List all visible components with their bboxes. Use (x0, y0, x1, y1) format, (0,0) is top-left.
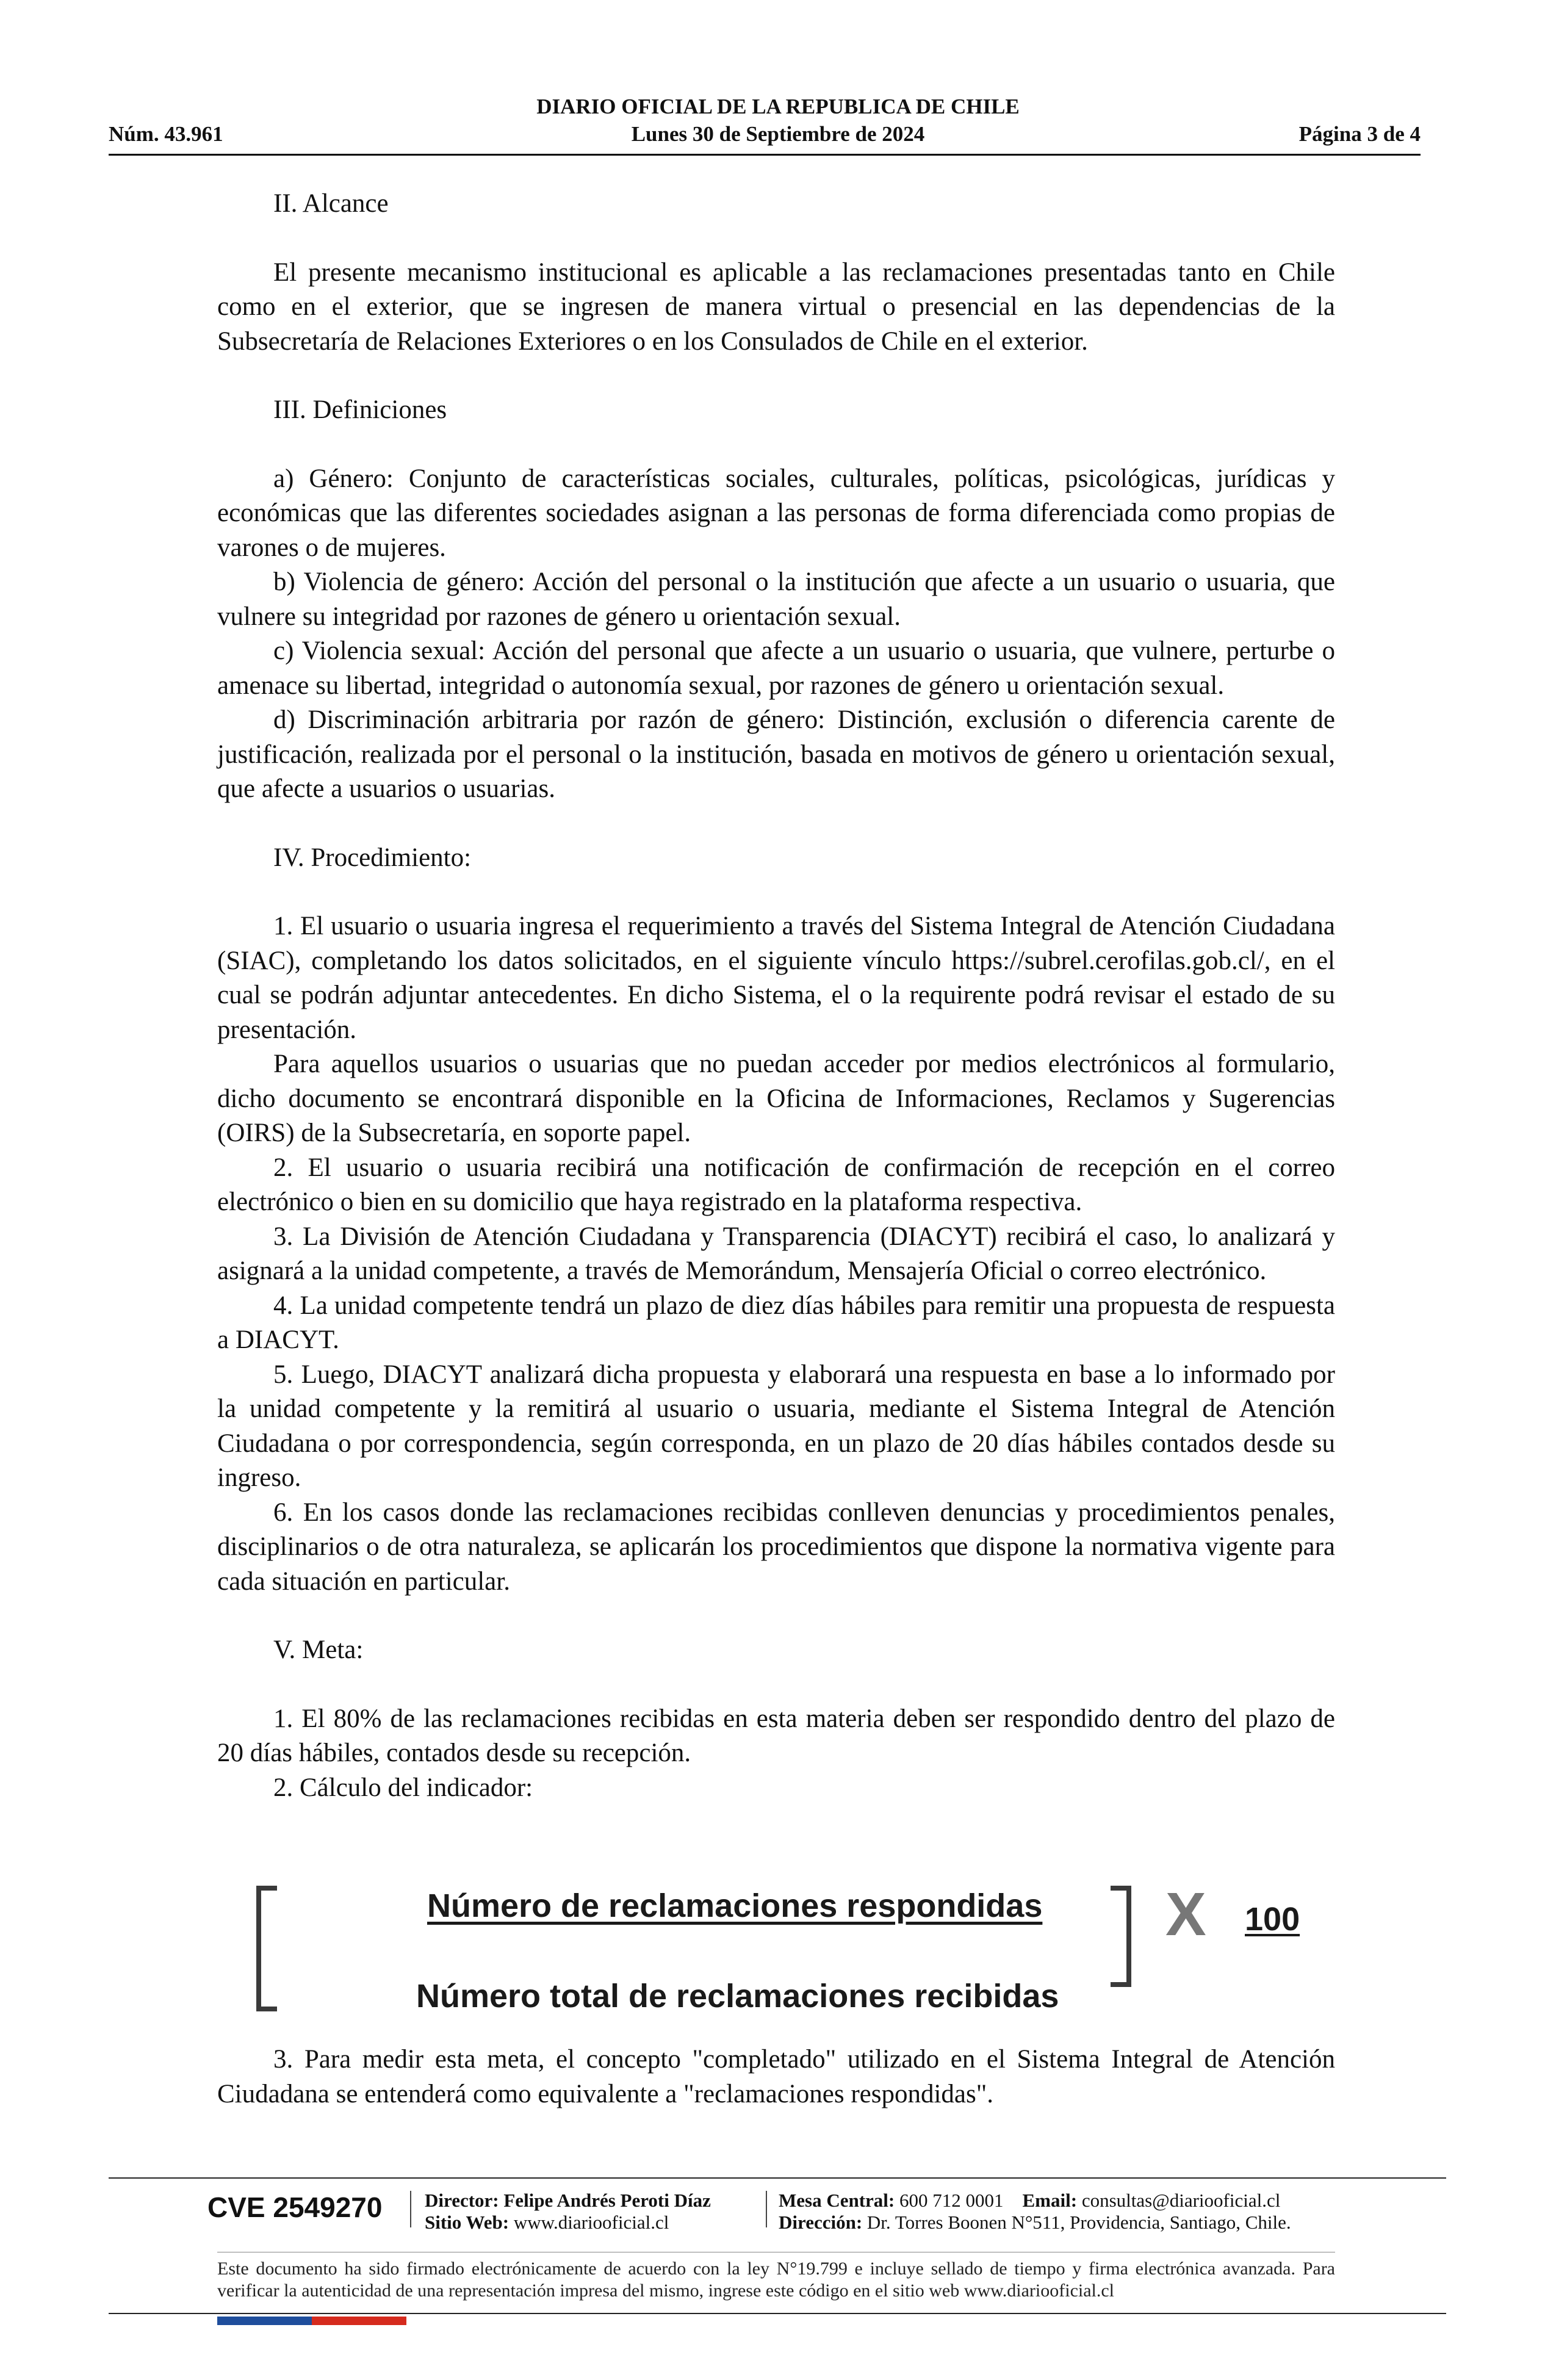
procedure-item: 6. En los casos donde las reclamaciones recibidas conlleven denuncias y procedimientos penales, disciplinarios o de otra naturaleza, se aplicarán los procedimientos que dispone la normativa vigente para cada situación en particular. (217, 1498, 1335, 1596)
issue-date: Lunes 30 de Septiembre de 2024 (631, 122, 925, 146)
signature-note: Este documento ha sido firmado electrónicamente de acuerdo con la ley N°19.799 e incluye sellado de tiempo y firma electrónica avanzada. Para verificar la autenticidad de una representación impresa del mismo, ingrese este código en el sitio web www.diariooficial.cl (217, 2259, 1335, 2301)
footer-separator (766, 2191, 767, 2227)
meta-closing: 3. Para medir esta meta, el concepto "completado" utilizado en el Sistema Integral de Atención Ciudadana se entenderá como equivalente a "reclamaciones respondidas". (217, 2045, 1335, 2108)
meta-item: 2. Cálculo del indicador: (273, 1773, 533, 1802)
email-label: Email: (1022, 2190, 1078, 2211)
section-heading-alcance: II. Alcance (273, 189, 389, 218)
cve-code: CVE 2549270 (207, 2191, 383, 2223)
director-name: Felipe Andrés Peroti Díaz (503, 2190, 711, 2211)
footer-separator (410, 2191, 411, 2227)
paragraph-alcance: El presente mecanismo institucional es aplicable a las reclamaciones presentadas tanto en Chile como en el exterior, que se ingresen de manera virtual o presencial en las dependencias de la Subsecretaría de Relaciones Exteriores o en los Consulados de Chile en el exterior. (217, 258, 1335, 356)
section-heading-definiciones: III. Definiciones (273, 395, 447, 424)
footer-director-block (425, 2190, 711, 2234)
mesa-phone: 600 712 0001 (899, 2190, 1004, 2211)
flag-stripe (217, 2317, 406, 2325)
section-heading-meta: V. Meta: (273, 1635, 364, 1664)
definition-item: c) Violencia sexual: Acción del personal que afecte a un usuario o usuaria, que vulnere, perturbe o amenace su libertad, integridad o autonomía sexual, por razones de género u orientación sexual. (217, 636, 1335, 700)
document-body-closing (217, 2043, 1335, 2111)
definition-item: d) Discriminación arbitraria por razón de género: Distinción, exclusión o diferencia carente de justificación, realizada por el personal o la institución, basada en motivos de género u orientación sexual, que afecte a usuarios o usuarias. (217, 705, 1335, 803)
procedure-item: Para aquellos usuarios o usuarias que no puedan acceder por medios electrónicos al formulario, dicho documento se encontrará disponible en la Oficina de Informaciones, Reclamos y Sugerencias (OIRS) de la Subsecretaría, en soporte papel. (217, 1050, 1335, 1147)
procedure-item: 3. La División de Atención Ciudadana y Transparencia (DIACYT) recibirá el caso, lo analizará y asignará a la unidad competente, a través de Memorándum, Mensajería Oficial o correo electrónico. (217, 1222, 1335, 1285)
definition-item: b) Violencia de género: Acción del personal o la institución que afecte a un usuario o usuaria, que vulnere su integridad por razones de género u orientación sexual. (217, 568, 1335, 631)
formula-numerator: Número de reclamaciones respondidas (427, 1888, 1043, 1924)
flag-stripe-blue (217, 2317, 312, 2325)
footer-divider-top (109, 2177, 1446, 2179)
footer-divider-bottom (109, 2313, 1446, 2314)
multiply-icon: X (1165, 1880, 1206, 1949)
procedure-item: 2. El usuario o usuaria recibirá una notificación de confirmación de recepción en el correo electrónico o bien en su domicilio que haya registrado en la plataforma respectiva. (217, 1153, 1335, 1216)
direccion-value: Dr. Torres Boonen N°511, Providencia, Santiago, Chile. (866, 2212, 1291, 2233)
meta-item: 1. El 80% de las reclamaciones recibidas en esta materia deben ser respondido dentro del plazo de 20 días hábiles, contados desde su recepción. (217, 1704, 1335, 1767)
flag-stripe-red (312, 2317, 406, 2325)
section-heading-procedimiento: IV. Procedimiento: (273, 843, 472, 872)
mesa-label: Mesa Central: (779, 2190, 895, 2211)
left-bracket (256, 1886, 277, 2011)
right-bracket (1111, 1886, 1131, 1987)
formula-factor: 100 (1245, 1901, 1300, 1938)
direccion-label: Dirección: (779, 2212, 863, 2233)
web-link[interactable]: www.diariooficial.cl (513, 2212, 669, 2233)
newspaper-title: DIARIO OFICIAL DE LA REPUBLICA DE CHILE (536, 95, 1020, 118)
formula-denominator: Número total de reclamaciones recibidas (416, 1978, 1059, 2014)
director-label: Director: (425, 2190, 499, 2211)
document-body (217, 187, 1335, 1805)
footer-contact-block (779, 2190, 1291, 2234)
page-indicator: Página 3 de 4 (1298, 122, 1421, 146)
indicator-formula (244, 1881, 1318, 2021)
email-link[interactable]: consultas@diariooficial.cl (1081, 2190, 1281, 2211)
definition-item: a) Género: Conjunto de características sociales, culturales, políticas, psicológicas, jurídicas y económicas que las diferentes sociedades asignan a las personas de forma diferenciada como propias de varones o de mujeres. (217, 464, 1335, 562)
procedure-item: 1. El usuario o usuaria ingresa el requerimiento a través del Sistema Integral de Atención Ciudadana (SIAC), completando los datos solicitados, en el siguiente vínculo https://subrel.cerofilas.gob.cl/, en el cual se podrán adjuntar antecedentes. En dicho Sistema, el o la requirente podrá revisar el estado de su presentación. (217, 912, 1335, 1044)
procedure-item: 4. La unidad competente tendrá un plazo de diez días hábiles para remitir una propuesta de respuesta a DIACYT. (217, 1291, 1335, 1354)
procedure-item: 5. Luego, DIACYT analizará dicha propuesta y elaborará una respuesta en base a lo informado por la unidad competente y la remitirá al usuario o usuaria, mediante el Sistema Integral de Atención Ciudadana o por correspondencia, según corresponda, en un plazo de 20 días hábiles contados desde su ingreso. (217, 1360, 1335, 1492)
web-label: Sitio Web: (425, 2212, 510, 2233)
header-divider (109, 154, 1421, 156)
issue-number: Núm. 43.961 (109, 122, 223, 146)
